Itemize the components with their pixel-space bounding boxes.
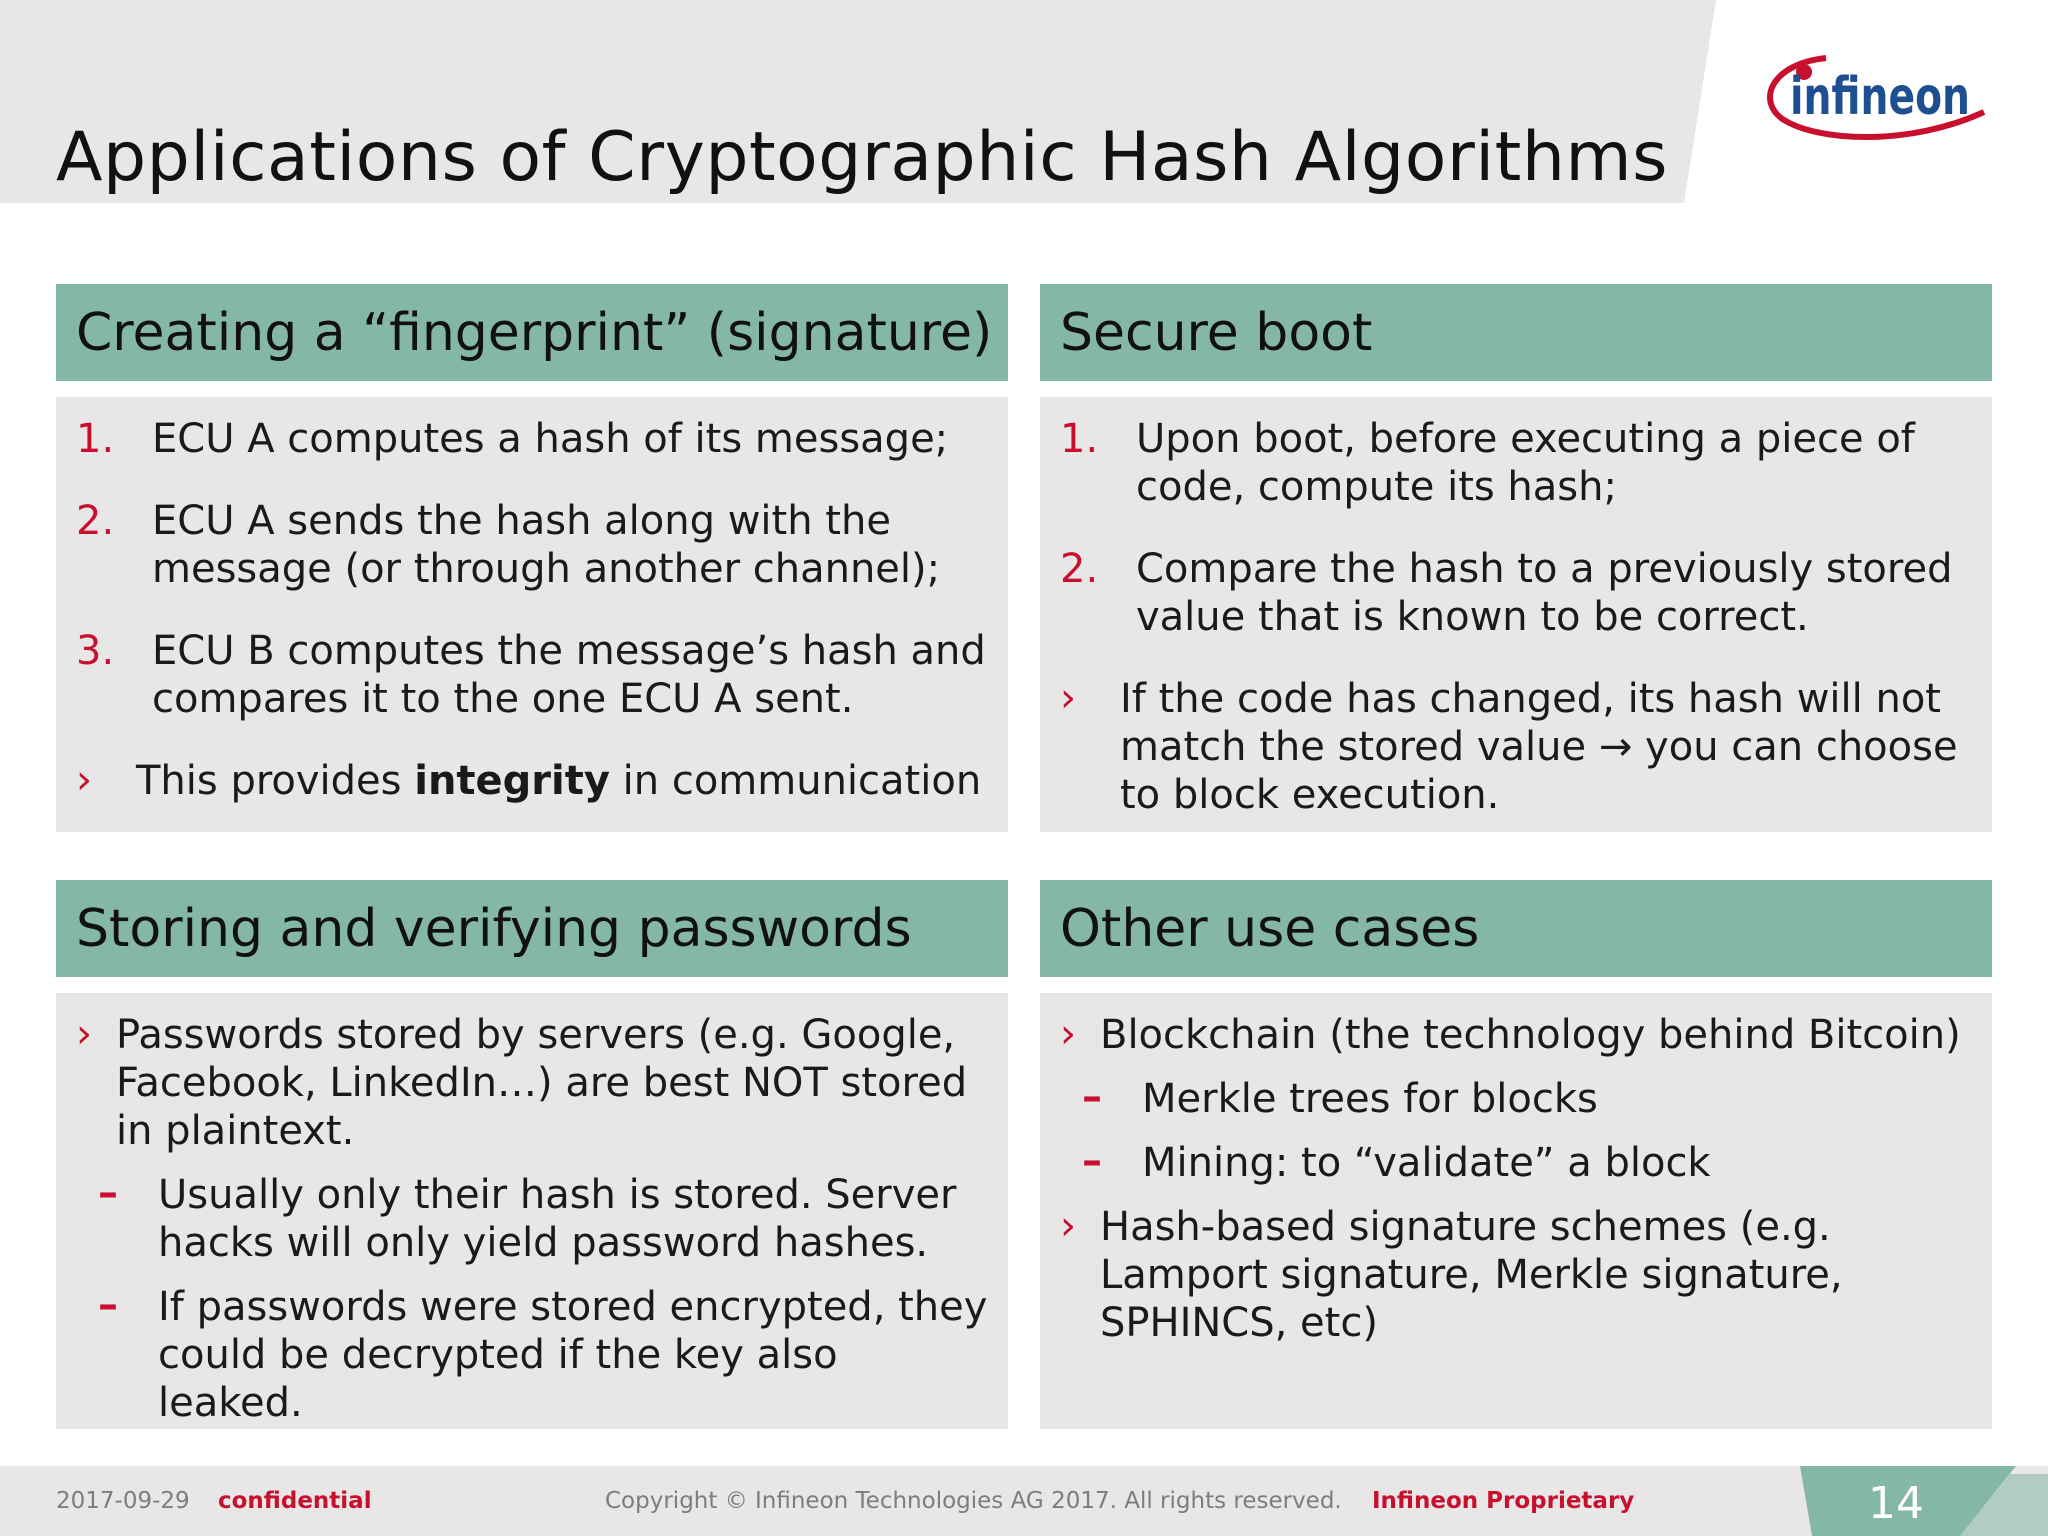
chevron-right-icon: › [1060,1011,1076,1057]
list-item: › Hash-based signature schemes (e.g. Lamport signature, Merkle signature, SPHINCS, etc) [1060,1203,1843,1346]
dash-icon: – [98,1282,118,1328]
infineon-logo [1760,50,1990,154]
dash-icon: – [98,1170,118,1216]
footer-confidential: confidential [218,1488,372,1514]
panel-other-use-cases-header [1040,880,1992,977]
chevron-right-icon: › [76,1011,92,1057]
footer-copyright: Copyright © Infineon Technologies AG 2017. All rights reserved. [605,1488,1342,1514]
panel-heading: Secure boot [1060,302,1373,363]
list-item: 2. ECU A sends the hash along with the message (or through another channel); [76,498,941,592]
list-item: 1. Upon boot, before executing a piece of code, compute its hash; [1060,416,1915,510]
dash-icon: – [1082,1074,1102,1120]
chevron-right-icon: › [1060,1203,1076,1249]
list-item: › If the code has changed, its hash will not match the stored value → you can choose to block execution. [1060,675,1958,818]
slide-title: Applications of Cryptographic Hash Algorithms [56,118,1669,197]
panel-heading: Creating a “fingerprint” (signature) [76,302,993,363]
footer [0,1466,2048,1536]
panel-fingerprint-body [56,397,1008,832]
footer-date: 2017-09-29 [56,1488,190,1514]
list-item: 1. ECU A computes a hash of its message; [76,416,949,462]
list-item: 3. ECU B computes the message’s hash and compares it to the one ECU A sent. [76,628,986,722]
list-item: 2. Compare the hash to a previously stored value that is known to be correct. [1060,546,1953,640]
svg-text:infineon: infineon [1790,67,1970,127]
list-item: › Passwords stored by servers (e.g. Google, Facebook, LinkedIn…) are best NOT stored in plaintext. [76,1011,968,1154]
sub-list-item: – Mining: to “validate” a block [1082,1138,1711,1186]
panel-passwords-header [56,880,1008,977]
chevron-right-icon: › [1060,675,1076,721]
panel-secure-boot-header [1040,284,1992,381]
list-item: › Blockchain (the technology behind Bitcoin) [1060,1011,1961,1058]
panel-fingerprint-header [56,284,1008,381]
page-number: 14 [1868,1478,1924,1529]
panel-secure-boot-body [1040,397,1992,832]
sub-list-item: – If passwords were stored encrypted, they could be decrypted if the key also leaked. [98,1282,988,1426]
chevron-right-icon: › [76,757,92,803]
sub-list-item: – Usually only their hash is stored. Server hacks will only yield password hashes. [98,1170,957,1266]
panel-heading: Other use cases [1060,898,1480,959]
footer-proprietary: Infineon Proprietary [1372,1488,1635,1514]
sub-list-item: – Merkle trees for blocks [1082,1074,1598,1122]
panel-passwords-body [56,993,1008,1429]
panel-heading: Storing and verifying passwords [76,898,912,959]
integrity-bullet: › This provides integrity in communication [76,757,982,804]
dash-icon: – [1082,1138,1102,1184]
panel-other-use-cases-body [1040,993,1992,1429]
